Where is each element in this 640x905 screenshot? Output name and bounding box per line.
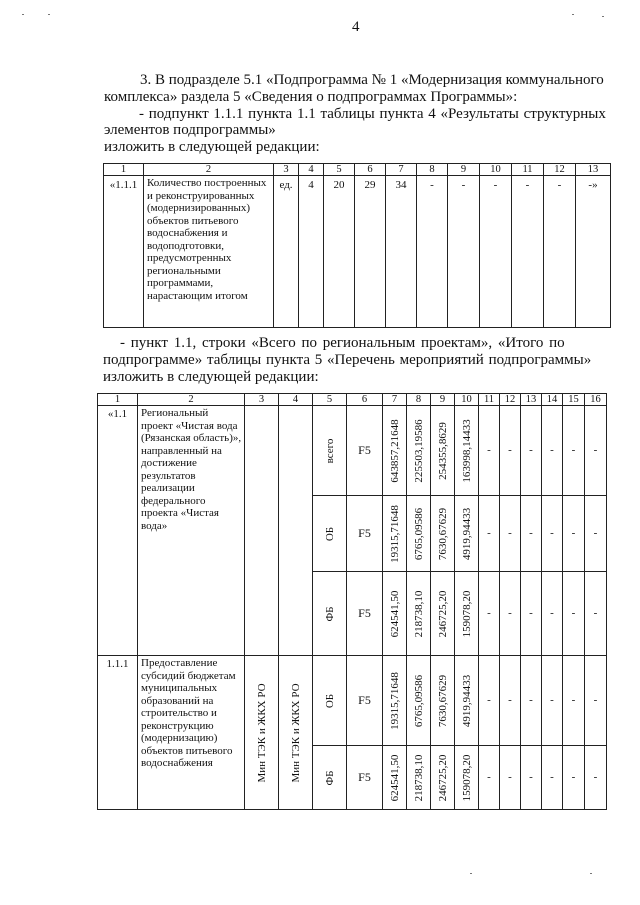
header-cell: 4 (279, 394, 313, 406)
table-row (98, 406, 607, 496)
empty-value: - (521, 496, 542, 572)
funding-source-label: всего (323, 438, 336, 463)
funding-source (313, 746, 347, 810)
header-cell: 8 (417, 164, 448, 176)
amount-cell (383, 746, 407, 810)
row-number: «1.1.1 (104, 176, 144, 328)
indicator-description: Количество построенных и реконструированных (модернизированных) объектов питьевого водоснабжения и водоподготовки, предусмотренных региональными программами, нарастающим итогом (144, 176, 274, 328)
header-cell: 2 (138, 394, 245, 406)
funding-source-label: ОБ (323, 693, 336, 708)
mid-line-2: подпрограмме» таблицы пункта 5 «Перечень мероприятий подпрограммы» (103, 352, 592, 368)
amount-value: 4919,94433 (460, 507, 473, 560)
empty-value: - (479, 572, 500, 656)
amount-value: 163998,14433 (460, 418, 473, 483)
amount-value: 624541,50 (388, 590, 401, 637)
amount-value: 218738,10 (412, 590, 425, 637)
empty-value: - (542, 572, 563, 656)
empty-value: - (542, 746, 563, 810)
empty-value: - (479, 406, 500, 496)
empty-value: - (521, 746, 542, 810)
empty-value: - (500, 572, 521, 656)
results-table (103, 163, 611, 328)
amount-value: 159078,20 (460, 590, 473, 637)
table-row (104, 176, 611, 328)
value-cell: - (544, 176, 576, 328)
code-cell: F5 (347, 746, 383, 810)
funding-source (313, 656, 347, 746)
amount-cell (431, 656, 455, 746)
empty-value: - (585, 656, 607, 746)
empty-value: - (585, 572, 607, 656)
intro-line-1: 3. В подразделе 5.1 «Подпрограмма № 1 «Модернизация коммунального (140, 72, 604, 88)
header-cell: 6 (355, 164, 386, 176)
empty-value: - (542, 656, 563, 746)
amount-value: 225503,19586 (412, 418, 425, 483)
amount-value: 7630,67629 (436, 507, 449, 560)
amount-value: 159078,20 (460, 754, 473, 801)
amount-cell (383, 406, 407, 496)
amount-value: 6765,09586 (412, 674, 425, 727)
page-number: 4 (352, 19, 360, 35)
intro-line-3: - подпункт 1.1.1 пункта 1.1 таблицы пункта 4 «Результаты структурных (139, 106, 606, 122)
header-cell: 12 (544, 164, 576, 176)
empty-value: - (500, 746, 521, 810)
header-cell: 11 (479, 394, 500, 406)
header-cell: 5 (324, 164, 355, 176)
amount-cell (455, 496, 479, 572)
value-cell: 29 (355, 176, 386, 328)
funding-source-label: ФБ (323, 605, 336, 622)
amount-cell (407, 406, 431, 496)
amount-cell (383, 496, 407, 572)
empty-value: - (585, 496, 607, 572)
empty-value: - (521, 406, 542, 496)
code-cell: F5 (347, 572, 383, 656)
funding-source-label: ОБ (323, 526, 336, 541)
header-cell: 1 (98, 394, 138, 406)
empty-value: - (500, 656, 521, 746)
header-cell: 5 (313, 394, 347, 406)
funding-source (313, 406, 347, 496)
amount-value: 7630,67629 (436, 674, 449, 727)
header-cell: 7 (383, 394, 407, 406)
empty-value: - (521, 656, 542, 746)
amount-cell (455, 656, 479, 746)
intro-line-4: элементов подпрограммы» (104, 122, 276, 138)
empty-value: - (563, 406, 585, 496)
activities-table (97, 393, 607, 810)
amount-cell (407, 496, 431, 572)
amount-cell (383, 656, 407, 746)
activity-description: Предоставление субсидий бюджетам муниципальных образований на строительство и реконструкцию (модернизацию) объектов питьевого водоснабжения (138, 656, 245, 810)
value-cell: - (448, 176, 480, 328)
header-cell: 9 (431, 394, 455, 406)
amount-cell (407, 656, 431, 746)
scan-speck (48, 14, 50, 15)
amount-cell (407, 746, 431, 810)
amount-cell (455, 572, 479, 656)
executor-cell (245, 406, 279, 656)
code-cell: F5 (347, 656, 383, 746)
empty-value: - (500, 406, 521, 496)
code-cell: F5 (347, 406, 383, 496)
header-cell: 7 (386, 164, 417, 176)
intro-line-2: комплекса» раздела 5 «Сведения о подпрограммах Программы»: (104, 89, 518, 105)
header-cell: 8 (407, 394, 431, 406)
header-cell: 14 (542, 394, 563, 406)
header-cell: 16 (585, 394, 607, 406)
scan-speck (602, 16, 604, 17)
header-cell: 12 (500, 394, 521, 406)
value-cell: 20 (324, 176, 355, 328)
empty-value: - (563, 496, 585, 572)
amount-value: 643857,21648 (388, 418, 401, 483)
header-cell: 2 (144, 164, 274, 176)
header-cell: 13 (521, 394, 542, 406)
intro-line-5: изложить в следующей редакции: (104, 139, 320, 155)
amount-value: 624541,50 (388, 754, 401, 801)
empty-value: - (585, 406, 607, 496)
code-cell: F5 (347, 496, 383, 572)
header-cell: 11 (512, 164, 544, 176)
scan-speck (572, 14, 574, 15)
empty-value: - (563, 656, 585, 746)
table-header-row (104, 164, 611, 176)
header-cell: 9 (448, 164, 480, 176)
empty-value: - (563, 572, 585, 656)
header-cell: 4 (299, 164, 324, 176)
mid-line-1: - пункт 1.1, строки «Всего по региональным проектам», «Итого по (120, 335, 565, 351)
row-number: «1.1 (98, 406, 138, 656)
recipient-label: Мин ТЭК и ЖКХ РО (289, 682, 302, 783)
empty-value: - (479, 746, 500, 810)
value-cell: - (417, 176, 448, 328)
table-row (98, 656, 607, 746)
executor-cell (245, 656, 279, 810)
amount-cell (455, 746, 479, 810)
header-cell: 6 (347, 394, 383, 406)
header-cell: 3 (274, 164, 299, 176)
amount-cell (407, 572, 431, 656)
amount-cell (431, 572, 455, 656)
header-cell: 10 (480, 164, 512, 176)
table-header-row (98, 394, 607, 406)
amount-value: 4919,94433 (460, 674, 473, 727)
value-cell: 34 (386, 176, 417, 328)
header-cell: 15 (563, 394, 585, 406)
amount-value: 254355,8629 (436, 421, 449, 480)
amount-cell (431, 406, 455, 496)
amount-value: 19315,71648 (388, 671, 401, 730)
empty-value: - (500, 496, 521, 572)
funding-source (313, 496, 347, 572)
header-cell: 13 (576, 164, 611, 176)
mid-line-3: изложить в следующей редакции: (103, 369, 319, 385)
amount-cell (383, 572, 407, 656)
funding-source-label: ФБ (323, 769, 336, 786)
recipient-cell (279, 656, 313, 810)
value-cell: 4 (299, 176, 324, 328)
header-cell: 3 (245, 394, 279, 406)
scan-speck (470, 873, 472, 874)
value-cell: - (480, 176, 512, 328)
amount-value: 246725,20 (436, 754, 449, 801)
value-cell: -» (576, 176, 611, 328)
empty-value: - (563, 746, 585, 810)
empty-value: - (542, 496, 563, 572)
empty-value: - (521, 572, 542, 656)
amount-cell (455, 406, 479, 496)
amount-cell (431, 496, 455, 572)
value-cell: - (512, 176, 544, 328)
unit-cell: ед. (274, 176, 299, 328)
funding-source (313, 572, 347, 656)
amount-cell (431, 746, 455, 810)
scan-speck (22, 14, 24, 15)
empty-value: - (585, 746, 607, 810)
amount-value: 6765,09586 (412, 507, 425, 560)
header-cell: 1 (104, 164, 144, 176)
amount-value: 246725,20 (436, 590, 449, 637)
empty-value: - (542, 406, 563, 496)
amount-value: 19315,71648 (388, 504, 401, 563)
row-number: 1.1.1 (98, 656, 138, 810)
recipient-cell (279, 406, 313, 656)
empty-value: - (479, 496, 500, 572)
header-cell: 10 (455, 394, 479, 406)
scan-speck (590, 873, 592, 874)
amount-value: 218738,10 (412, 754, 425, 801)
executor-label: Мин ТЭК и ЖКХ РО (255, 682, 268, 783)
empty-value: - (479, 656, 500, 746)
activity-description: Региональный проект «Чистая вода (Рязанская область)», направленный на достижение результатов реализации федерального проекта «Чистая вода» (138, 406, 245, 656)
